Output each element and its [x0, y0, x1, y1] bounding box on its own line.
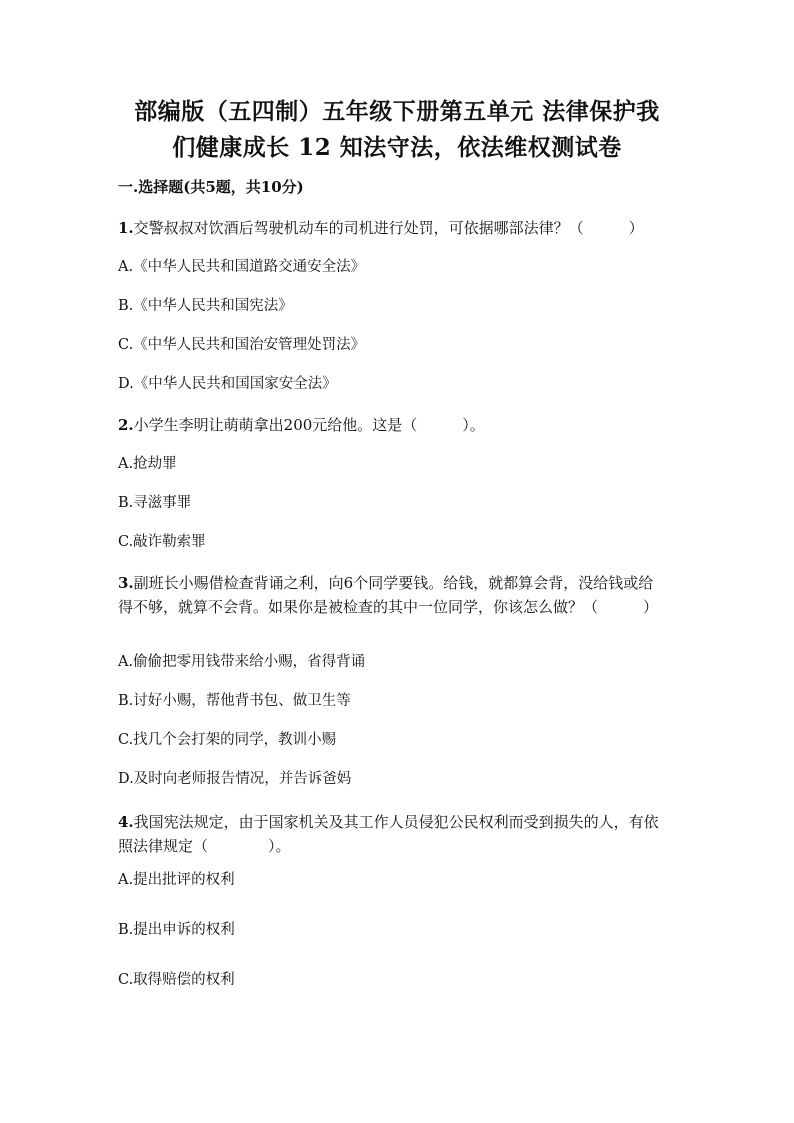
option-3b: B.讨好小赐，帮他背书包、做卫生等 [118, 693, 351, 709]
question-number: 3. [118, 574, 134, 592]
question-number: 1. [118, 219, 134, 237]
question-text: 我国宪法规定，由于国家机关及其工作人员侵犯公民权利而受到损失的人，有依照法律规定（ ）。 [118, 813, 659, 855]
option-1c: C.《中华人民共和国治安管理处罚法》 [118, 337, 366, 353]
question-text: 小学生李明让萌萌拿出200元给他。这是（ ）。 [133, 416, 485, 434]
option-1b: B.《中华人民共和国宪法》 [118, 298, 293, 314]
option-2c: C.敲诈勒索罪 [118, 534, 206, 550]
question-3 [118, 571, 666, 619]
question-number: 2. [118, 416, 134, 434]
option-4a: A.提出批评的权利 [118, 872, 235, 888]
option-3a: A.偷偷把零用钱带来给小赐，省得背诵 [118, 654, 366, 670]
title-line-1: 部编版（五四制）五年级下册第五单元 法律保护我 [134, 98, 660, 125]
option-3d: D.及时向老师报告情况，并告诉爸妈 [118, 771, 352, 787]
section-heading: 一.选择题(共5题，共10分) [118, 178, 304, 196]
question-text: 副班长小赐借检查背诵之利，向6个同学要钱。给钱，就都算会背，没给钱或给得不够，就算不会背。如果你是被检查的其中一位同学，你该怎么做？（ ） [118, 574, 659, 616]
option-2b: B.寻滋事罪 [118, 495, 192, 511]
question-number: 4. [118, 813, 134, 831]
option-1d: D.《中华人民共和国国家安全法》 [118, 376, 337, 392]
option-1a: A.《中华人民共和国道路交通安全法》 [118, 259, 366, 275]
option-4b: B.提出申诉的权利 [118, 922, 235, 938]
option-2a: A.抢劫罪 [118, 456, 177, 472]
title-line-2: 们健康成长 12 知法守法，依法维权测试卷 [172, 134, 622, 161]
question-1 [118, 216, 678, 240]
question-4 [118, 810, 666, 858]
question-2 [118, 413, 678, 437]
option-4c: C.取得赔偿的权利 [118, 972, 235, 988]
question-text: 交警叔叔对饮酒后驾驶机动车的司机进行处罚，可依据哪部法律？（ ） [133, 219, 644, 237]
document-title [60, 94, 734, 166]
option-3c: C.找几个会打架的同学，教训小赐 [118, 732, 337, 748]
